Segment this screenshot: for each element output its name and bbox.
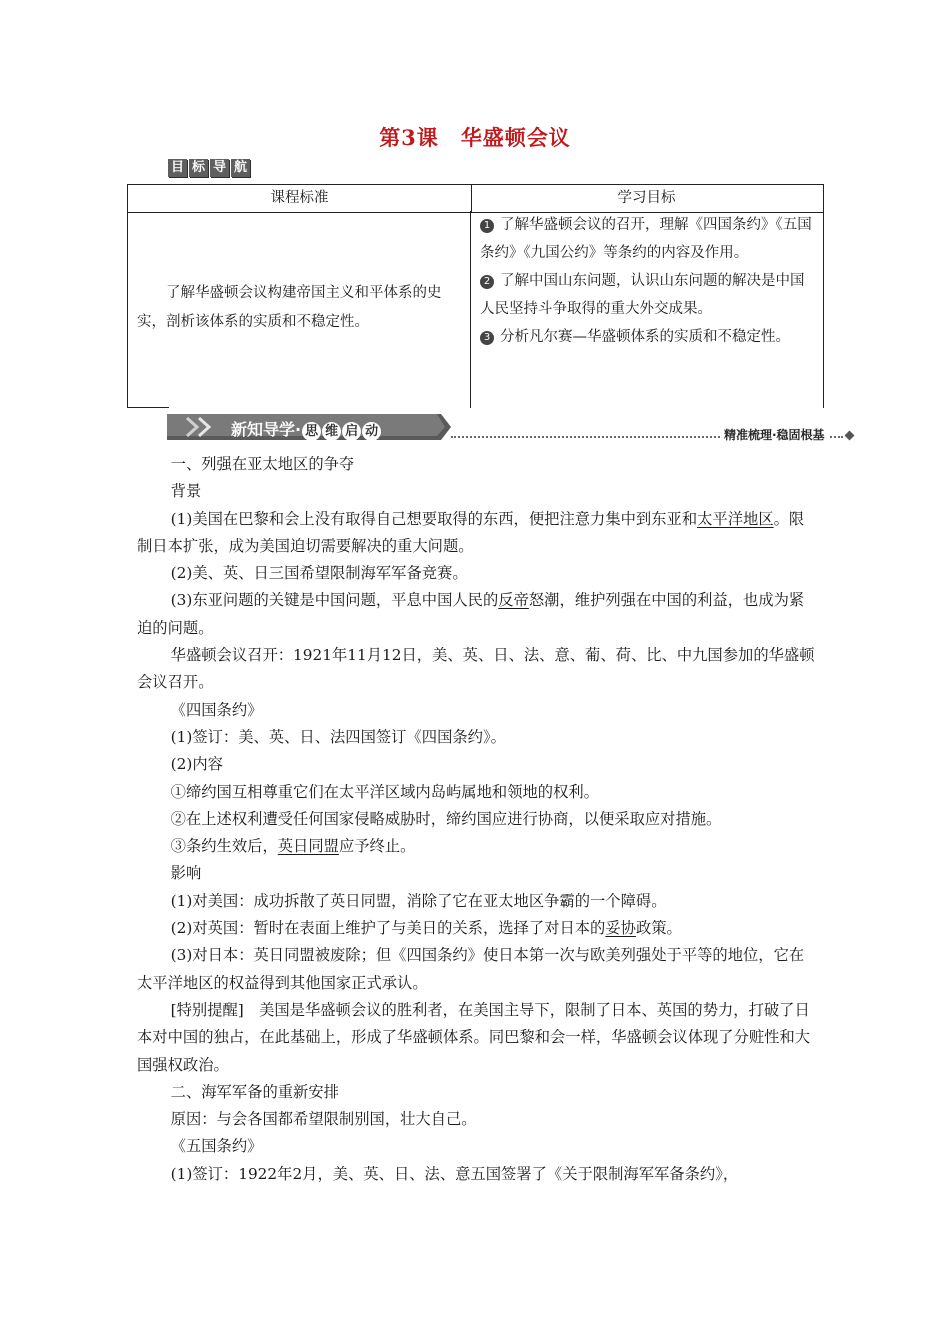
- goal-text: 了解中国山东问题，认识山东问题的解决是中国人民坚持斗争取得的重大外交成果。: [480, 273, 805, 317]
- banner-char: 维: [322, 422, 341, 441]
- paragraph: (2)美、英、日三国希望限制海军军备竞赛。: [170, 564, 468, 583]
- goal-navigation-badge: [168, 159, 252, 177]
- paragraph: ①缔约国互相尊重它们在太平洋区域内岛屿属地和领地的权利。: [170, 782, 599, 801]
- subheading: 《五国条约》: [170, 1137, 263, 1156]
- subheading: 背景: [170, 482, 202, 501]
- underlined-term: 反帝: [498, 591, 529, 610]
- table-border: [470, 211, 471, 408]
- paragraph: (1)签订：美、英、日、法四国签订《四国条约》。: [170, 727, 506, 746]
- paragraph: (3)对日本：英日同盟被废除；但《四国条约》使日本第一次与欧美列强处于平等的地位，它在太平洋地区的权益得到其他国家正式承认。: [137, 946, 805, 992]
- banner-title-left: 新知导学·: [231, 420, 302, 439]
- paragraph: ②在上述权利遭受任何国家侵略威胁时，缔约国应进行协商，以便采取应对措施。: [170, 809, 722, 828]
- table-border: [127, 211, 128, 408]
- paragraph: (3)东亚问题的关键是中国问题，平息中国人民的反帝怒潮，维护列强在中国的利益，也成为紧迫的问题。: [137, 591, 805, 637]
- main-content: [137, 451, 817, 1188]
- section-heading: 一、列强在亚太地区的争夺: [170, 455, 355, 473]
- badge-char: 导: [210, 159, 229, 177]
- paragraph: 华盛顿会议召开：1921年11月12日，美、英、日、法、意、葡、荷、比、中九国参加的华盛顿会议召开。: [137, 646, 815, 692]
- underlined-term: 妥协: [605, 919, 636, 938]
- section-heading: 二、海军军备的重新安排: [170, 1082, 339, 1101]
- badge-char: 标: [189, 159, 208, 177]
- special-note: [特别提醒] 美国是华盛顿会议的胜利者，在美国主导下，限制了日本、英国的势力，打破了日本对中国的独占，在此基础上，形成了华盛顿体系。同巴黎和会一样，华盛顿会议体现了分赃性和大国强权政治。: [137, 1000, 811, 1074]
- lesson-title: 第3课 华盛顿会议: [379, 125, 571, 150]
- banner-char: 动: [362, 422, 381, 441]
- learning-goals: [480, 211, 816, 351]
- table-border: [127, 407, 169, 408]
- goal-table: [127, 184, 824, 408]
- subheading: 《四国条约》: [170, 700, 263, 719]
- paragraph: (1)签订：1922年2月，美、英、日、法、意五国签署了《关于限制海军军备条约》，: [170, 1164, 739, 1183]
- badge-char: 航: [231, 159, 250, 177]
- paragraph: (1)对美国：成功拆散了英日同盟，消除了它在亚太地区争霸的一个障碍。: [170, 891, 667, 910]
- paragraph: (2)对英国：暂时在表面上维护了与美日的关系，选择了对日本的妥协政策。: [170, 919, 682, 938]
- goal-item: [480, 267, 816, 323]
- table-border: [823, 211, 824, 408]
- paragraph: ③条约生效后，英日同盟应予终止。: [170, 837, 416, 856]
- number-circle-icon: 2: [480, 275, 494, 289]
- underlined-term: 英日同盟: [277, 837, 339, 856]
- banner-title: [231, 417, 381, 441]
- section-banner: [167, 414, 451, 440]
- badge-char: 目: [168, 159, 187, 177]
- underlined-term: 太平洋地区: [697, 509, 774, 528]
- paragraph: (1)美国在巴黎和会上没有取得自己想要取得的东西，便把注意力集中到东亚和太平洋地区。限制日本扩张，成为美国迫切需要解决的重大问题。: [137, 509, 805, 555]
- number-circle-icon: 3: [480, 331, 494, 345]
- goal-item: [480, 323, 816, 351]
- subheading: 影响: [170, 864, 202, 883]
- goal-text: 分析凡尔赛—华盛顿体系的实质和不稳定性。: [500, 329, 790, 345]
- goal-item: [480, 211, 816, 267]
- banner-char: 思: [302, 422, 321, 441]
- paragraph: (2)内容: [170, 755, 223, 774]
- goal-text: 了解华盛顿会议的召开，理解《四国条约》《五国条约》《九国公约》等条约的内容及作用。: [480, 217, 812, 261]
- table-header-goals: 学习目标: [470, 184, 824, 213]
- paragraph: 原因：与会各国都希望限制别国，壮大自己。: [170, 1110, 477, 1129]
- banner-char: 启: [342, 422, 361, 441]
- curriculum-standard-text: 了解华盛顿会议构建帝国主义和平体系的史实，剖析该体系的实质和不稳定性。: [137, 285, 442, 330]
- number-circle-icon: 1: [480, 219, 494, 233]
- diamond-icon: [845, 431, 855, 441]
- banner-subtitle: 精准梳理·稳固根基: [721, 426, 828, 443]
- table-header-standard: 课程标准: [127, 184, 472, 213]
